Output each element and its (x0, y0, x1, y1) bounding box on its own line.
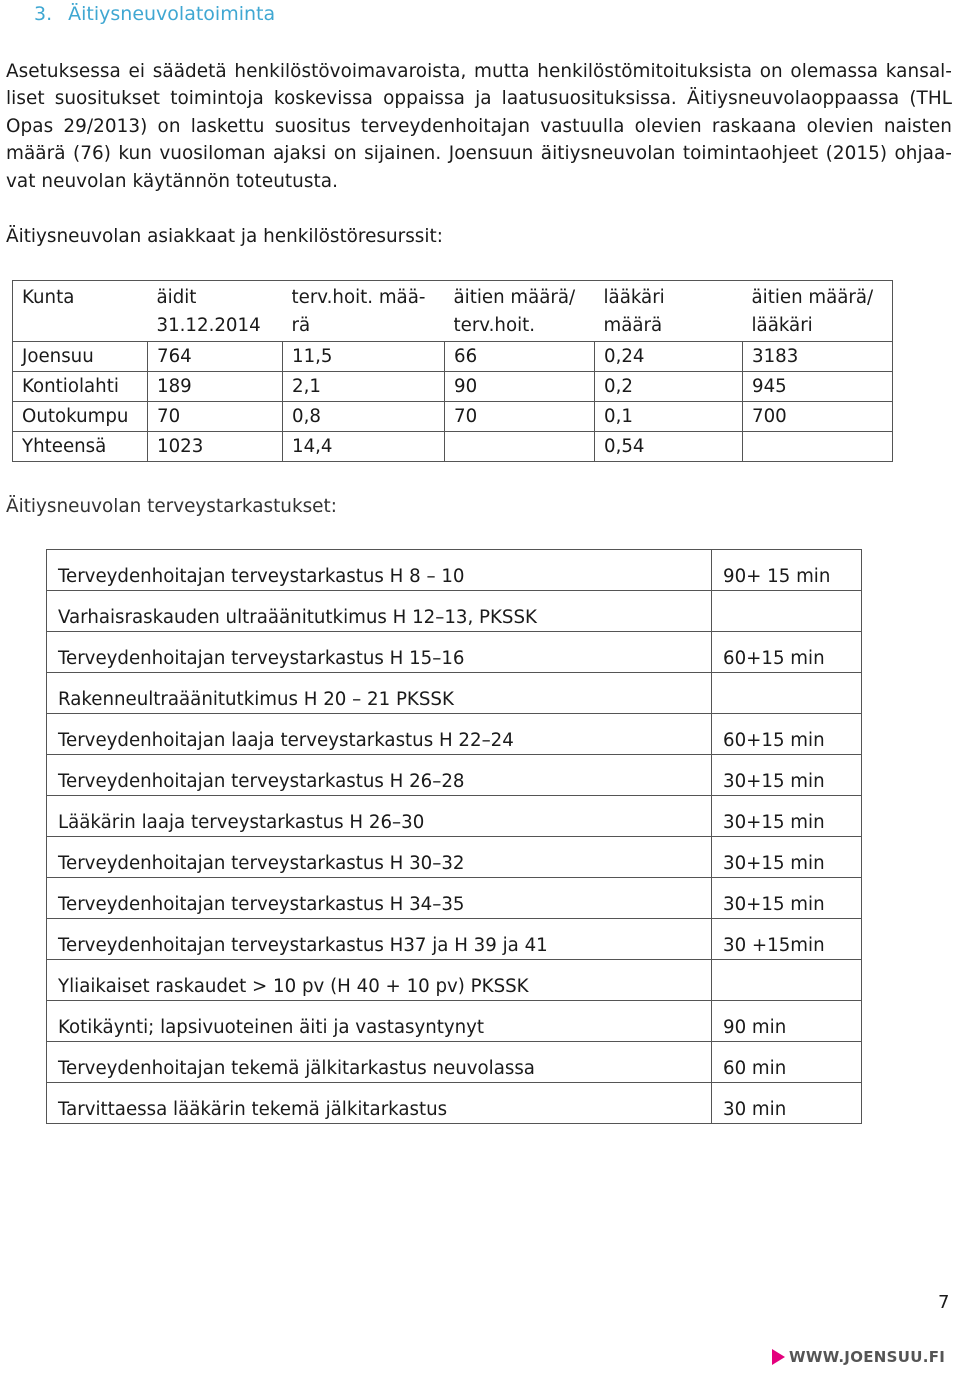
table-cell: 1023 (148, 432, 283, 462)
table-row (47, 755, 862, 796)
arrow-icon (772, 1349, 785, 1365)
intro-paragraph (6, 58, 952, 195)
checkup-name: Terveydenhoitajan terveystarkastus H 26–28 (47, 755, 712, 796)
page-number: 7 (938, 1292, 950, 1313)
section-title: Äitiysneuvolatoiminta (68, 3, 276, 25)
intro-line: vat neuvolan käytännön toteutusta. (6, 170, 338, 192)
checkup-name: Rakenneultraäänitutkimus H 20 – 21 PKSSK (47, 673, 712, 714)
intro-line: liset suositukset toimintoja koskevissa oppaissa ja laatusuosituksissa. Äitiysneuvolaoppaassa (THL (6, 88, 952, 110)
table-cell: 66 (445, 342, 595, 372)
checkup-name: Terveydenhoitajan terveystarkastus H 34–35 (47, 878, 712, 919)
intro-line: määrä (76) kun vuosiloman ajaksi on sijainen. Joensuun äitiysneuvolan toimintaohjeet (2015) ohjaa- (6, 143, 952, 165)
checkup-name: Varhaisraskauden ultraäänitutkimus H 12–13, PKSSK (47, 591, 712, 632)
table-cell: 0,8 (283, 402, 445, 432)
table-cell (445, 432, 595, 462)
table-row (13, 342, 893, 372)
table-cell: 0,1 (595, 402, 743, 432)
checkup-name: Lääkärin laaja terveystarkastus H 26–30 (47, 796, 712, 837)
checkup-name: Yliaikaiset raskaudet > 10 pv (H 40 + 10 pv) PKSSK (47, 960, 712, 1001)
table-cell: 90 (445, 372, 595, 402)
table-cell: 189 (148, 372, 283, 402)
table-cell: 11,5 (283, 342, 445, 372)
table-row (47, 1042, 862, 1083)
table-cell: 764 (148, 342, 283, 372)
header-cell: äidit 31.12.2014 (156, 287, 261, 336)
checkup-duration (712, 591, 862, 632)
table-row (13, 402, 893, 432)
header-cell: äitien määrä/ terv.hoit. (453, 287, 576, 336)
checkup-duration: 90+ 15 min (712, 550, 862, 591)
checkup-duration (712, 960, 862, 1001)
table-row (13, 432, 893, 462)
checkup-duration: 30 +15min (712, 919, 862, 960)
checkup-duration (712, 673, 862, 714)
section-number: 3. (34, 3, 53, 25)
table-cell: 3183 (743, 342, 893, 372)
table-row (47, 591, 862, 632)
table-cell: Outokumpu (13, 402, 148, 432)
table-row (13, 372, 893, 402)
table-row (47, 632, 862, 673)
table-cell: 2,1 (283, 372, 445, 402)
footer-logo (772, 1348, 945, 1366)
footer-url: WWW.JOENSUU.FI (789, 1348, 946, 1366)
table-cell: 70 (445, 402, 595, 432)
table-row (47, 673, 862, 714)
checkup-name: Terveydenhoitajan tekemä jälkitarkastus neuvolassa (47, 1042, 712, 1083)
section-heading (34, 3, 275, 25)
resources-table (12, 280, 893, 462)
intro-line: Asetuksessa ei säädetä henkilöstövoimavaroista, mutta henkilöstömitoituksista on olemassa kansal- (6, 61, 952, 82)
checkup-name: Tarvittaessa lääkärin tekemä jälkitarkastus (47, 1083, 712, 1124)
table-row (47, 1083, 862, 1124)
header-cell: äitien määrä/ lääkäri (751, 287, 874, 336)
header-cell: Kunta (22, 287, 75, 308)
table-cell: Joensuu (13, 342, 148, 372)
table-cell: 70 (148, 402, 283, 432)
resources-label: Äitiysneuvolan asiakkaat ja henkilöstöresurssit: (6, 226, 443, 247)
table-cell: 14,4 (283, 432, 445, 462)
table-cell: 700 (743, 402, 893, 432)
checkup-name: Terveydenhoitajan terveystarkastus H37 ja H 39 ja 41 (47, 919, 712, 960)
checkup-name: Terveydenhoitajan terveystarkastus H 8 – 10 (47, 550, 712, 591)
table-cell: Yhteensä (13, 432, 148, 462)
header-cell: lääkäri määrä (603, 287, 665, 336)
checkups-label: Äitiysneuvolan terveystarkastukset: (6, 496, 337, 517)
table-row (47, 550, 862, 591)
checkup-name: Terveydenhoitajan laaja terveystarkastus H 22–24 (47, 714, 712, 755)
checkups-table (46, 549, 862, 1124)
checkup-duration: 60+15 min (712, 632, 862, 673)
table-cell: Kontiolahti (13, 372, 148, 402)
checkup-duration: 60 min (712, 1042, 862, 1083)
table-row (47, 714, 862, 755)
checkup-name: Terveydenhoitajan terveystarkastus H 30–32 (47, 837, 712, 878)
intro-line: Opas 29/2013) on laskettu suositus terveydenhoitajan vastuulla olevien raskaana olevien naisten (6, 115, 952, 137)
checkup-duration: 30+15 min (712, 878, 862, 919)
table-row (47, 878, 862, 919)
checkup-duration: 30 min (712, 1083, 862, 1124)
table-row (47, 1001, 862, 1042)
table-cell: 0,54 (595, 432, 743, 462)
table-header-row (13, 281, 893, 342)
header-cell: terv.hoit. mää- rä (291, 287, 426, 336)
table-row (47, 796, 862, 837)
table-cell: 945 (743, 372, 893, 402)
table-row (47, 919, 862, 960)
checkup-duration: 30+15 min (712, 796, 862, 837)
checkup-name: Kotikäynti; lapsivuoteinen äiti ja vastasyntynyt (47, 1001, 712, 1042)
table-cell: 0,24 (595, 342, 743, 372)
checkup-duration: 90 min (712, 1001, 862, 1042)
table-cell: 0,2 (595, 372, 743, 402)
table-cell (743, 432, 893, 462)
table-row (47, 960, 862, 1001)
table-row (47, 837, 862, 878)
checkup-duration: 30+15 min (712, 755, 862, 796)
checkup-duration: 30+15 min (712, 837, 862, 878)
checkup-name: Terveydenhoitajan terveystarkastus H 15–16 (47, 632, 712, 673)
checkup-duration: 60+15 min (712, 714, 862, 755)
